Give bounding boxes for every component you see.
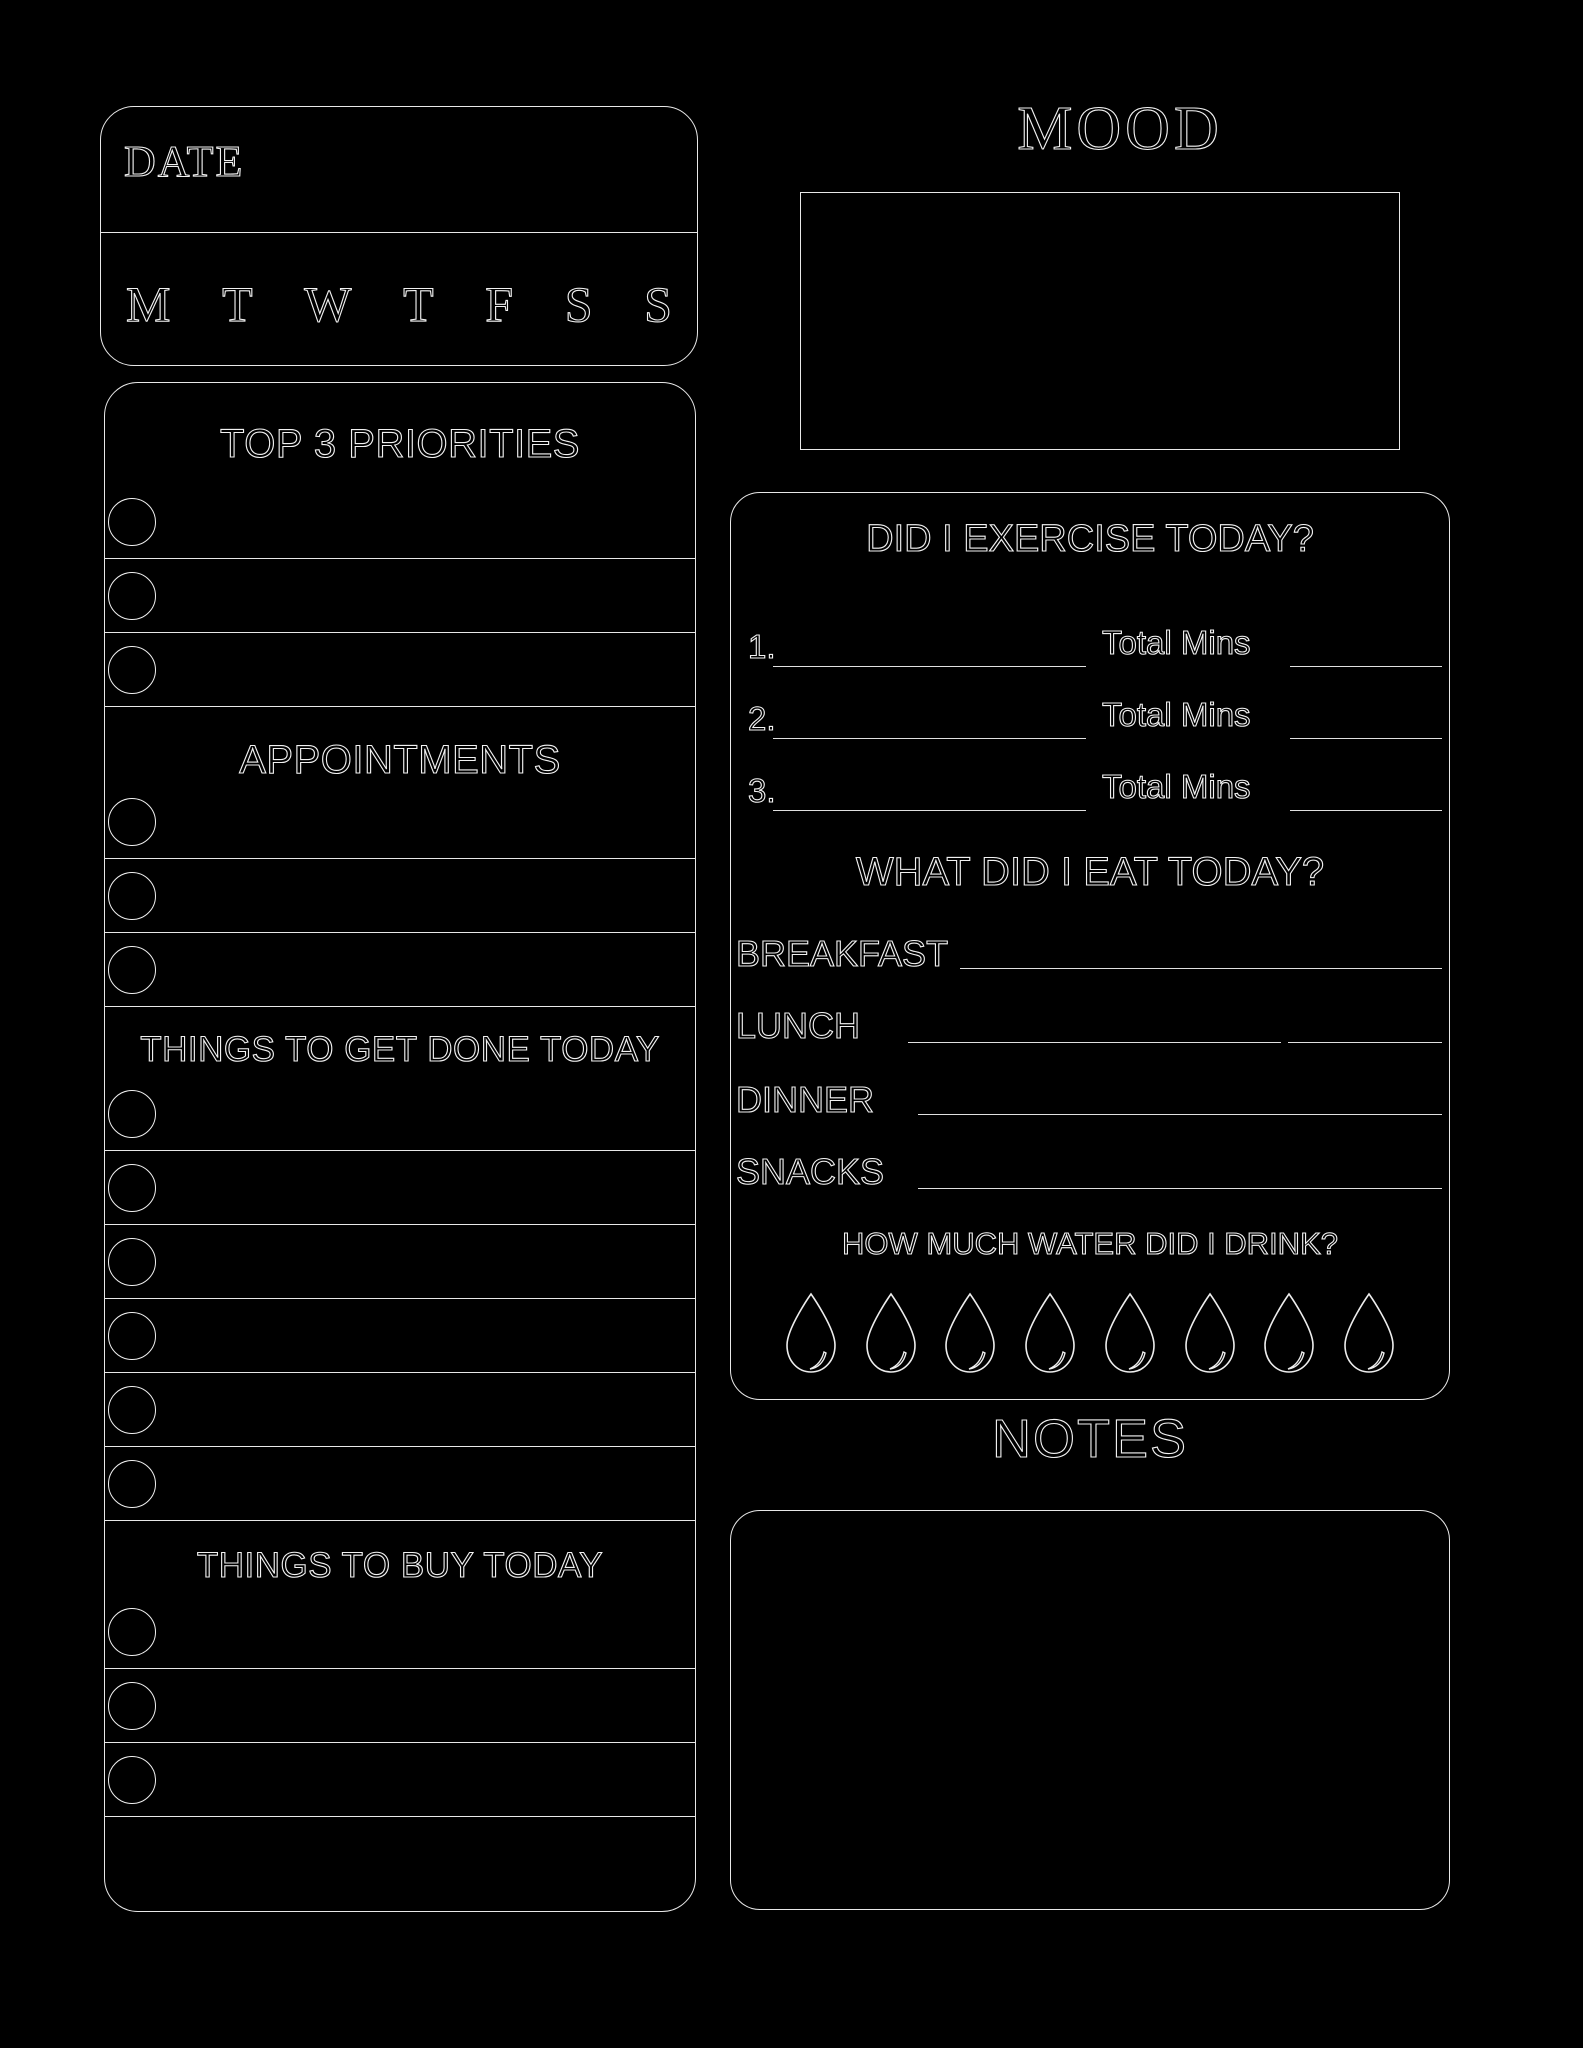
todo-row-line-6: [104, 1520, 696, 1521]
notes-title: NOTES: [991, 1409, 1189, 1469]
day-of-week-monday[interactable]: M: [126, 276, 171, 332]
todo-checkbox-4[interactable]: [108, 1312, 156, 1360]
appointment-row-line-3: [104, 1006, 696, 1007]
exercise-activity-line-2[interactable]: [773, 738, 1086, 739]
buy-row-line-1: [104, 1668, 696, 1669]
water-title: HOW MUCH WATER DID I DRINK?: [842, 1226, 1338, 1261]
priorities-title: TOP 3 PRIORITIES: [220, 422, 580, 466]
day-of-week-friday[interactable]: F: [485, 276, 514, 332]
appointment-row-line-2: [104, 932, 696, 933]
buy-checkbox-1[interactable]: [108, 1608, 156, 1656]
todo-checkbox-2[interactable]: [108, 1164, 156, 1212]
todo-checkbox-3[interactable]: [108, 1238, 156, 1286]
priority-checkbox-1[interactable]: [108, 498, 156, 546]
water-drop-icon[interactable]: [1338, 1290, 1400, 1376]
appointments-title: APPOINTMENTS: [239, 738, 561, 782]
meal-line-snacks[interactable]: [918, 1188, 1442, 1189]
priority-row-line-1: [104, 558, 696, 559]
water-drop-icon[interactable]: [1179, 1290, 1241, 1376]
mood-title: MOOD: [1017, 95, 1223, 163]
exercise-total-label-3: Total Mins: [1102, 768, 1251, 805]
water-drop-icon[interactable]: [1019, 1290, 1081, 1376]
todo-checkbox-1[interactable]: [108, 1090, 156, 1138]
left-column-frame: [104, 382, 696, 1912]
todo-row-line-2: [104, 1224, 696, 1225]
buy-title: THINGS TO BUY TODAY: [196, 1546, 604, 1585]
todo-row-line-3: [104, 1298, 696, 1299]
water-drop-icon[interactable]: [1099, 1290, 1161, 1376]
meal-line-breakfast[interactable]: [960, 968, 1442, 969]
water-drop-icon[interactable]: [780, 1290, 842, 1376]
exercise-total-line-1[interactable]: [1290, 666, 1442, 667]
buy-row-line-2: [104, 1742, 696, 1743]
water-drop-icon[interactable]: [939, 1290, 1001, 1376]
exercise-total-label-1: Total Mins: [1102, 624, 1251, 661]
day-of-week-sunday[interactable]: S: [644, 276, 672, 332]
exercise-number-3: 3.: [748, 772, 776, 809]
date-label: DATE: [124, 137, 245, 186]
notes-input-box[interactable]: [730, 1510, 1450, 1910]
appointment-row-line-1: [104, 858, 696, 859]
appointment-checkbox-3[interactable]: [108, 946, 156, 994]
exercise-title: DID I EXERCISE TODAY?: [866, 518, 1314, 560]
day-of-week-saturday[interactable]: S: [564, 276, 593, 332]
exercise-total-label-2: Total Mins: [1102, 696, 1251, 733]
water-drop-icon[interactable]: [1258, 1290, 1320, 1376]
priority-checkbox-2[interactable]: [108, 572, 156, 620]
exercise-number-1: 1.: [748, 628, 776, 665]
todo-title: THINGS TO GET DONE TODAY: [140, 1030, 660, 1069]
buy-checkbox-2[interactable]: [108, 1682, 156, 1730]
buy-row-line-3: [104, 1816, 696, 1817]
water-drop-icon[interactable]: [860, 1290, 922, 1376]
exercise-activity-line-1[interactable]: [773, 666, 1086, 667]
water-droplet-row: [780, 1290, 1400, 1382]
priority-checkbox-3[interactable]: [108, 646, 156, 694]
meal-label-dinner: DINNER: [736, 1079, 875, 1120]
todo-checkbox-6[interactable]: [108, 1460, 156, 1508]
exercise-activity-line-3[interactable]: [773, 810, 1086, 811]
meal-line-lunch[interactable]: [908, 1042, 1281, 1043]
priority-row-line-3: [104, 706, 696, 707]
meal-label-snacks: SNACKS: [736, 1151, 885, 1192]
meal-line-dinner[interactable]: [918, 1114, 1442, 1115]
exercise-total-line-3[interactable]: [1290, 810, 1442, 811]
todo-row-line-1: [104, 1150, 696, 1151]
priority-row-line-2: [104, 632, 696, 633]
meal-line-lunch-extension[interactable]: [1288, 1042, 1442, 1043]
todo-row-line-5: [104, 1446, 696, 1447]
day-of-week-thursday[interactable]: T: [403, 276, 434, 332]
meal-label-breakfast: BREAKFAST: [736, 933, 949, 974]
meal-label-lunch: LUNCH: [736, 1005, 861, 1046]
exercise-number-2: 2.: [748, 700, 776, 737]
todo-checkbox-5[interactable]: [108, 1386, 156, 1434]
day-of-week-row: [108, 258, 690, 350]
appointment-checkbox-2[interactable]: [108, 872, 156, 920]
day-of-week-wednesday[interactable]: W: [304, 276, 352, 332]
todo-row-line-4: [104, 1372, 696, 1373]
mood-input-box[interactable]: [800, 192, 1400, 450]
buy-checkbox-3[interactable]: [108, 1756, 156, 1804]
food-title: WHAT DID I EAT TODAY?: [855, 850, 1325, 894]
appointment-checkbox-1[interactable]: [108, 798, 156, 846]
exercise-total-line-2[interactable]: [1290, 738, 1442, 739]
date-divider: [100, 232, 698, 233]
day-of-week-tuesday[interactable]: T: [222, 276, 253, 332]
